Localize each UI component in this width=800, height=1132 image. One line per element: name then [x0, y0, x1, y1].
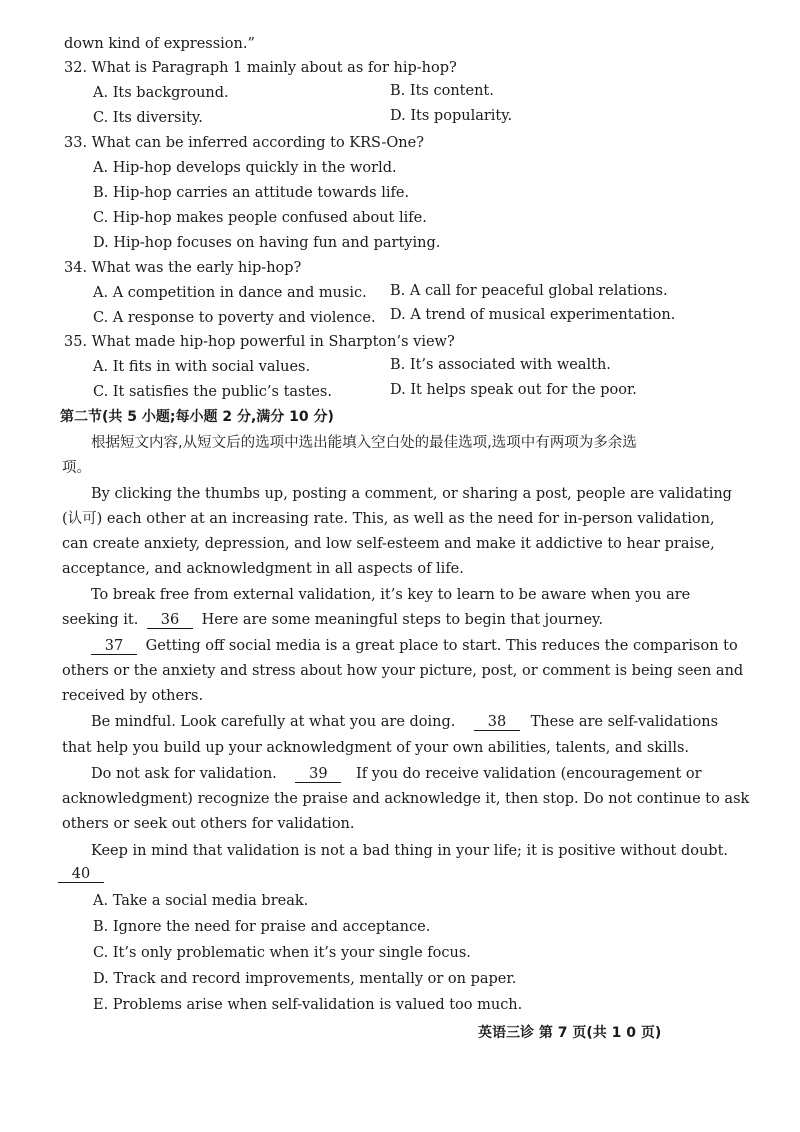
- question-34-option-b: B. A call for peaceful global relations.: [390, 283, 668, 299]
- question-35-option-a: A. It fits in with social values.: [93, 359, 311, 375]
- passage-p2-text-a: seeking it.: [62, 612, 139, 628]
- question-35-stem: 35. What made hip-hop powerful in Sharpton’s view?: [64, 334, 455, 350]
- passage-p5-line-3: others or seek out others for validation.: [62, 816, 355, 832]
- question-34-option-a: A. A competition in dance and music.: [93, 285, 367, 301]
- passage-p6-line-2: [58, 864, 108, 884]
- choice-a: A. Take a social media break.: [93, 893, 309, 909]
- passage-p2-line-2: [62, 610, 603, 630]
- passage-p4-text-b: These are self-validations: [530, 714, 719, 730]
- passage-p5-text-b: If you do receive validation (encouragement or: [356, 766, 702, 782]
- question-32-option-b: B. Its content.: [390, 83, 494, 99]
- question-33-option-c: C. Hip-hop makes people confused about life.: [93, 210, 427, 226]
- choice-b: B. Ignore the need for praise and acceptance.: [93, 919, 431, 935]
- passage-p4-line-2: that help you build up your acknowledgment of your own abilities, talents, and skills.: [62, 740, 690, 756]
- question-33-option-d: D. Hip-hop focuses on having fun and partying.: [93, 235, 441, 251]
- question-34-option-d: D. A trend of musical experimentation.: [390, 307, 676, 323]
- passage-p1-line-1: By clicking the thumbs up, posting a comment, or sharing a post, people are validating: [91, 486, 732, 502]
- blank-37: 37: [91, 638, 137, 655]
- question-33-option-b: B. Hip-hop carries an attitude towards life.: [93, 185, 410, 201]
- page-footer: 英语三诊 第 7 页(共 1 0 页): [478, 1025, 662, 1041]
- section-instruction-line-1: 根据短文内容,从短文后的选项中选出能填入空白处的最佳选项,选项中有两项为多余选: [91, 435, 637, 451]
- section-heading: 第二节(共 5 小题;每小题 2 分,满分 10 分): [60, 409, 334, 425]
- question-33-option-a: A. Hip-hop develops quickly in the world.: [93, 160, 397, 176]
- blank-39: 39: [295, 766, 341, 783]
- passage-p2-text-b: Here are some meaningful steps to begin that journey.: [201, 612, 603, 628]
- passage-p5-line-1: [91, 764, 702, 784]
- passage-p1-line-3: can create anxiety, depression, and low self-esteem and make it addictive to hear praise,: [62, 536, 715, 552]
- question-34-option-c: C. A response to poverty and violence.: [93, 310, 376, 326]
- question-32-stem: 32. What is Paragraph 1 mainly about as for hip-hop?: [64, 60, 457, 76]
- question-35-option-b: B. It’s associated with wealth.: [390, 357, 611, 373]
- passage-p3-line-2: others or the anxiety and stress about how your picture, post, or comment is being seen and: [62, 663, 744, 679]
- section-instruction-line-2: 项。: [62, 460, 91, 476]
- passage-p2-line-1: To break free from external validation, it’s key to learn to be aware when you are: [91, 587, 691, 603]
- passage-p4-line-1: [91, 712, 718, 732]
- question-35-option-c: C. It satisfies the public’s tastes.: [93, 384, 332, 400]
- passage-p1-line-4: acceptance, and acknowledgment in all aspects of life.: [62, 561, 464, 577]
- question-34-stem: 34. What was the early hip-hop?: [64, 260, 302, 276]
- choice-e: E. Problems arise when self-validation is valued too much.: [93, 997, 523, 1013]
- passage-p5-text-a: Do not ask for validation.: [91, 766, 277, 782]
- blank-36: 36: [147, 612, 193, 629]
- choice-c: C. It’s only problematic when it’s your single focus.: [93, 945, 471, 961]
- blank-40: 40: [58, 866, 104, 883]
- passage-p3-line-1: [91, 636, 738, 656]
- blank-38: 38: [474, 714, 520, 731]
- passage-p4-text-a: Be mindful. Look carefully at what you are doing.: [91, 714, 456, 730]
- passage-p3-line-3: received by others.: [62, 688, 204, 704]
- question-32-option-a: A. Its background.: [93, 85, 229, 101]
- question-32-option-d: D. Its popularity.: [390, 108, 513, 124]
- passage-p5-line-2: acknowledgment) recognize the praise and acknowledge it, then stop. Do not continue to ask: [62, 791, 750, 807]
- passage-p1-line-2: (认可) each other at an increasing rate. This, as well as the need for in-person validation,: [62, 511, 715, 527]
- continued-text: down kind of expression.”: [64, 36, 255, 52]
- passage-p6-line-1: Keep in mind that validation is not a bad thing in your life; it is positive without doubt.: [91, 843, 729, 859]
- question-32-option-c: C. Its diversity.: [93, 110, 203, 126]
- question-33-stem: 33. What can be inferred according to KRS-One?: [64, 135, 424, 151]
- question-35-option-d: D. It helps speak out for the poor.: [390, 382, 637, 398]
- passage-p3-text: Getting off social media is a great place to start. This reduces the comparison to: [145, 638, 738, 654]
- choice-d: D. Track and record improvements, mentally or on paper.: [93, 971, 517, 987]
